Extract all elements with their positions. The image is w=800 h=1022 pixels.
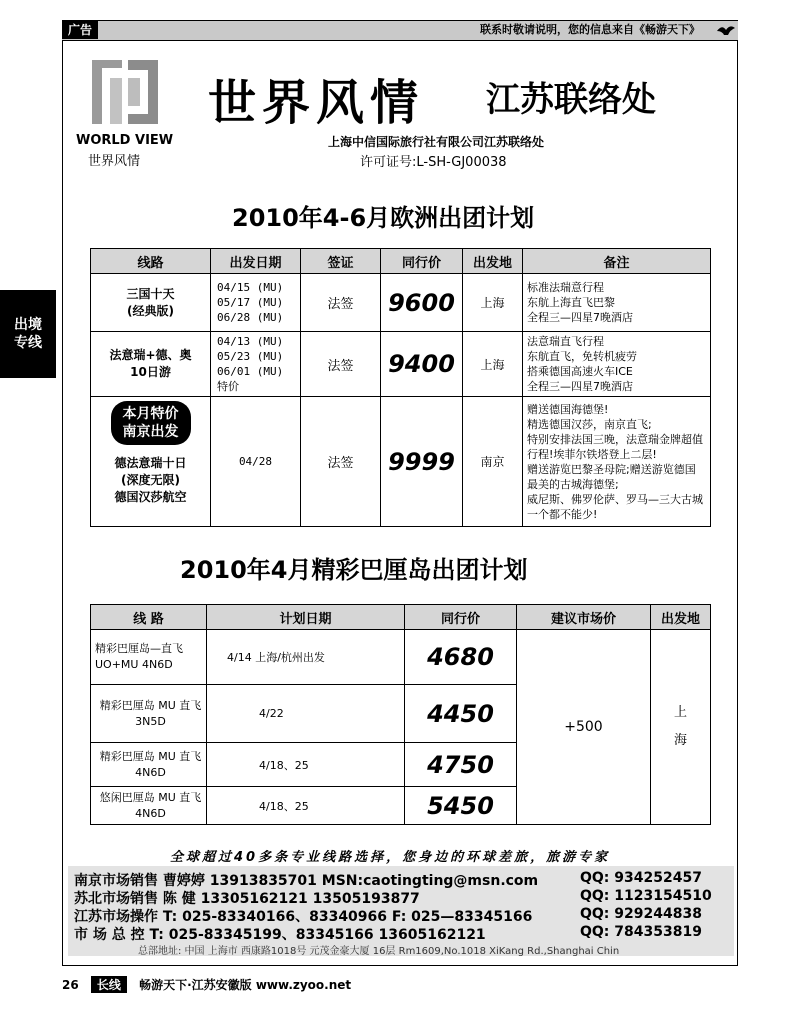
route-cell-special bbox=[91, 397, 211, 527]
europe-tour-table bbox=[90, 248, 711, 527]
route-cell: 精彩巴厘岛 MU 直飞 4N6D bbox=[91, 743, 207, 787]
col-header-notes: 备注 bbox=[523, 249, 711, 274]
date-cell: 4/18、25 bbox=[207, 787, 405, 825]
contact-nanjing-sales: 南京市场销售 曹婷婷 13913835701 MSN:caotingting@msn.com bbox=[74, 873, 539, 889]
route-cell: 德法意瑞十日 (深度无限) 德国汉莎航空 bbox=[114, 456, 187, 504]
price-cell: 4680 bbox=[405, 630, 517, 685]
date-cell: 4/14 上海/杭州出发 bbox=[207, 630, 405, 685]
contact-panel bbox=[68, 866, 734, 956]
company-name: 上海中信国际旅行社有限公司江苏联络处 bbox=[328, 135, 545, 149]
world-view-logo-icon bbox=[88, 56, 162, 128]
col-header-visa: 签证 bbox=[301, 249, 381, 274]
price-cell: 5450 bbox=[405, 787, 517, 825]
table-row bbox=[91, 630, 711, 685]
visa-cell: 法签 bbox=[301, 274, 381, 332]
price-cell: 4750 bbox=[405, 743, 517, 787]
side-tab-line-2: 专线 bbox=[14, 335, 42, 351]
headquarters-address: 总部地址: 中国 上海市 西康路1018号 元茂金豪大厦 16层 Rm1609,No.1018 XiKang Rd.,Shanghai Chin bbox=[138, 946, 620, 957]
col-header-origin: 出发地 bbox=[651, 605, 711, 630]
route-cell: 精彩巴厘岛 MU 直飞 3N5D bbox=[91, 685, 207, 743]
contact-subei-sales: 苏北市场销售 陈 健 13305162121 13505193877 bbox=[74, 891, 420, 907]
visa-cell: 法签 bbox=[301, 397, 381, 527]
col-header-route: 线路 bbox=[91, 249, 211, 274]
contact-nanjing-qq: QQ: 934252457 bbox=[580, 870, 702, 886]
col-header-price: 同行价 bbox=[405, 605, 517, 630]
table-row bbox=[91, 274, 711, 332]
table-row bbox=[91, 397, 711, 527]
logo-english-name: WORLD VIEW bbox=[76, 133, 174, 148]
source-note: 联系时敬请说明，您的信息来自《畅游天下》 bbox=[480, 23, 700, 36]
side-tab-line-1: 出境 bbox=[14, 317, 42, 333]
visa-cell: 法签 bbox=[301, 332, 381, 397]
col-header-market-price: 建议市场价 bbox=[517, 605, 651, 630]
col-header-origin: 出发地 bbox=[463, 249, 523, 274]
license-number: 许可证号:L-SH-GJ00038 bbox=[360, 155, 507, 170]
contact-general-control: 市 场 总 控 T: 025-83345199、83345166 13605162121 bbox=[74, 927, 486, 943]
date-cell: 4/18、25 bbox=[207, 743, 405, 787]
price-cell: 9600 bbox=[381, 274, 463, 332]
date-cell: 04/28 bbox=[211, 397, 301, 527]
col-header-date: 出发日期 bbox=[211, 249, 301, 274]
table-row bbox=[91, 332, 711, 397]
price-cell: 9400 bbox=[381, 332, 463, 397]
special-offer-badge: 本月特价 南京出发 bbox=[111, 401, 191, 445]
bird-icon bbox=[716, 22, 736, 38]
route-cell: 悠闲巴厘岛 MU 直飞 4N6D bbox=[91, 787, 207, 825]
page-footer bbox=[62, 976, 351, 993]
date-cell: 04/13 (MU) 05/23 (MU) 06/01 (MU) 特价 bbox=[211, 332, 301, 397]
office-title: 江苏联络处 bbox=[486, 80, 656, 120]
origin-cell: 上海 bbox=[463, 332, 523, 397]
ad-tag: 广告 bbox=[62, 21, 98, 39]
market-price-cell: +500 bbox=[517, 630, 651, 825]
date-cell: 04/15 (MU) 05/17 (MU) 06/28 (MU) bbox=[211, 274, 301, 332]
publication-name: 畅游天下·江苏安徽版 www.zyoo.net bbox=[139, 978, 352, 992]
section-label: 长线 bbox=[91, 976, 127, 993]
notes-cell: 赠送德国海德堡! 精选德国汉莎，南京直飞; 特别安排法国三晚，法意瑞金牌超值行程!埃菲尔铁塔登上二层! 赠送游览巴黎圣母院;赠送游览德国最美的古城海德堡; 威尼斯、佛罗伦萨、罗马—三大古城一个都不能少! bbox=[523, 397, 711, 527]
notes-cell: 法意瑞直飞行程 东航直飞，免转机疲劳 搭乘德国高速火车ICE 全程三—四星7晚酒店 bbox=[523, 332, 711, 397]
page-number: 26 bbox=[62, 978, 79, 992]
col-header-price: 同行价 bbox=[381, 249, 463, 274]
bali-tour-table bbox=[90, 604, 711, 825]
route-cell: 精彩巴厘岛—直飞 UO+MU 4N6D bbox=[91, 630, 207, 685]
col-header-date: 计划日期 bbox=[207, 605, 405, 630]
logo-chinese-name: 世界风情 bbox=[88, 154, 141, 169]
price-cell: 9999 bbox=[381, 397, 463, 527]
contact-control-qq: QQ: 784353819 bbox=[580, 924, 702, 940]
notes-cell: 标准法瑞意行程 东航上海直飞巴黎 全程三—四星7晚酒店 bbox=[523, 274, 711, 332]
brand-title: 世界风情 bbox=[208, 75, 425, 131]
col-header-route: 线 路 bbox=[91, 605, 207, 630]
section-side-tab bbox=[0, 290, 56, 378]
bali-section-title: 2010年4月精彩巴厘岛出团计划 bbox=[180, 556, 528, 584]
origin-cell: 上海 bbox=[463, 274, 523, 332]
date-cell: 4/22 bbox=[207, 685, 405, 743]
route-cell: 三国十天 (经典版) bbox=[91, 274, 211, 332]
contact-subei-qq: QQ: 1123154510 bbox=[580, 888, 712, 904]
origin-cell: 南京 bbox=[463, 397, 523, 527]
slogan: 全球超过40多条专业线路选择，您身边的环球差旅，旅游专家 bbox=[170, 850, 611, 865]
origin-cell: 上 海 bbox=[651, 630, 711, 825]
price-cell: 4450 bbox=[405, 685, 517, 743]
contact-jiangsu-ops: 江苏市场操作 T: 025-83340166、83340966 F: 025—83345166 bbox=[74, 909, 533, 925]
route-cell: 法意瑞+德、奥 10日游 bbox=[91, 332, 211, 397]
europe-section-title: 2010年4-6月欧洲出团计划 bbox=[232, 204, 535, 232]
contact-jiangsu-qq: QQ: 929244838 bbox=[580, 906, 702, 922]
